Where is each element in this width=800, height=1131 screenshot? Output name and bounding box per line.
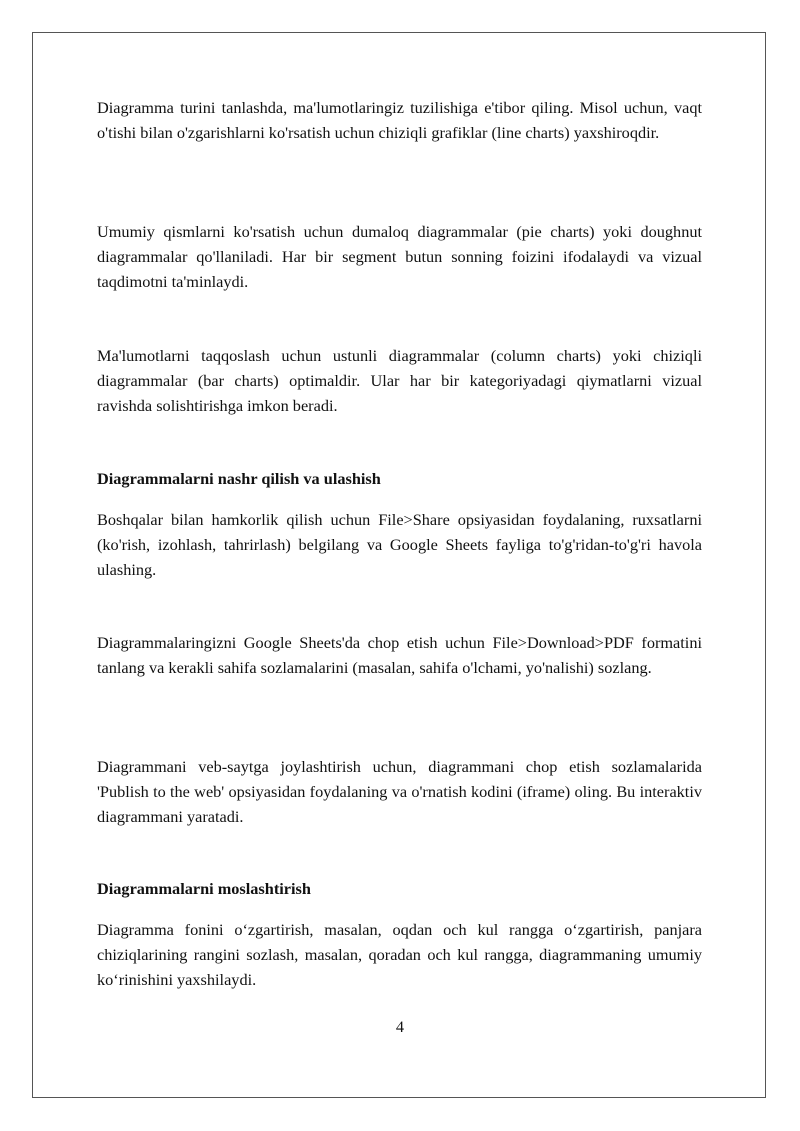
paragraph-share: Boshqalar bilan hamkorlik qilish uchun File>Share opsiyasidan foydalaning, ruxsatlarni (ko'rish, izohlash, tahrirlash) belgilang va Google Sheets fayliga to'g'ridan-to'g'ri havola ulashing. bbox=[97, 510, 702, 579]
section-heading-customize: Diagrammalarni moslashtirish bbox=[97, 879, 311, 898]
section-heading-publish-share: Diagrammalarni nashr qilish va ulashish bbox=[97, 469, 381, 488]
page-number: 4 bbox=[395, 1017, 405, 1036]
paragraph-chart-type: Diagramma turini tanlashda, ma'lumotlaringiz tuzilishiga e'tibor qiling. Misol uchun, vaqt o'tishi bilan o'zgarishlarni ko'rsatish uchun chiziqli grafiklar (line charts) yaxshiroqdir. bbox=[97, 98, 702, 142]
paragraph-publish-web: Diagrammani veb-saytga joylashtirish uchun, diagrammani chop etish sozlamalarida 'Publish to the web' opsiyasidan foydalaning va o'rnatish kodini (iframe) oling. Bu interaktiv diagrammani yaratadi. bbox=[97, 757, 702, 826]
paragraph-download-pdf: Diagrammalaringizni Google Sheets'da chop etish uchun File>Download>PDF formatini tanlang va kerakli sahifa sozlamalarini (masalan, sahifa o'lchami, yo'nalishi) sozlang. bbox=[97, 633, 702, 677]
paragraph-pie-charts: Umumiy qismlarni ko'rsatish uchun dumaloq diagrammalar (pie charts) yoki doughnut diagrammalar qo'llaniladi. Har bir segment butun sonning foizini ifodalaydi va vizual taqdimotni ta'minlaydi. bbox=[97, 222, 702, 291]
paragraph-column-charts: Ma'lumotlarni taqqoslash uchun ustunli diagrammalar (column charts) yoki chiziqli diagrammalar (bar charts) optimaldir. Ular har bir kategoriyadagi qiymatlarni vizual ravishda solishtirishga imkon beradi. bbox=[97, 346, 702, 415]
paragraph-customize: Diagramma fonini o‘zgartirish, masalan, oqdan och kul rangga o‘zgartirish, panjara chiziqlarining rangini sozlash, masalan, qoradan och kul rangga, diagrammaning umumiy ko‘rinishini yaxshilaydi. bbox=[97, 920, 702, 989]
